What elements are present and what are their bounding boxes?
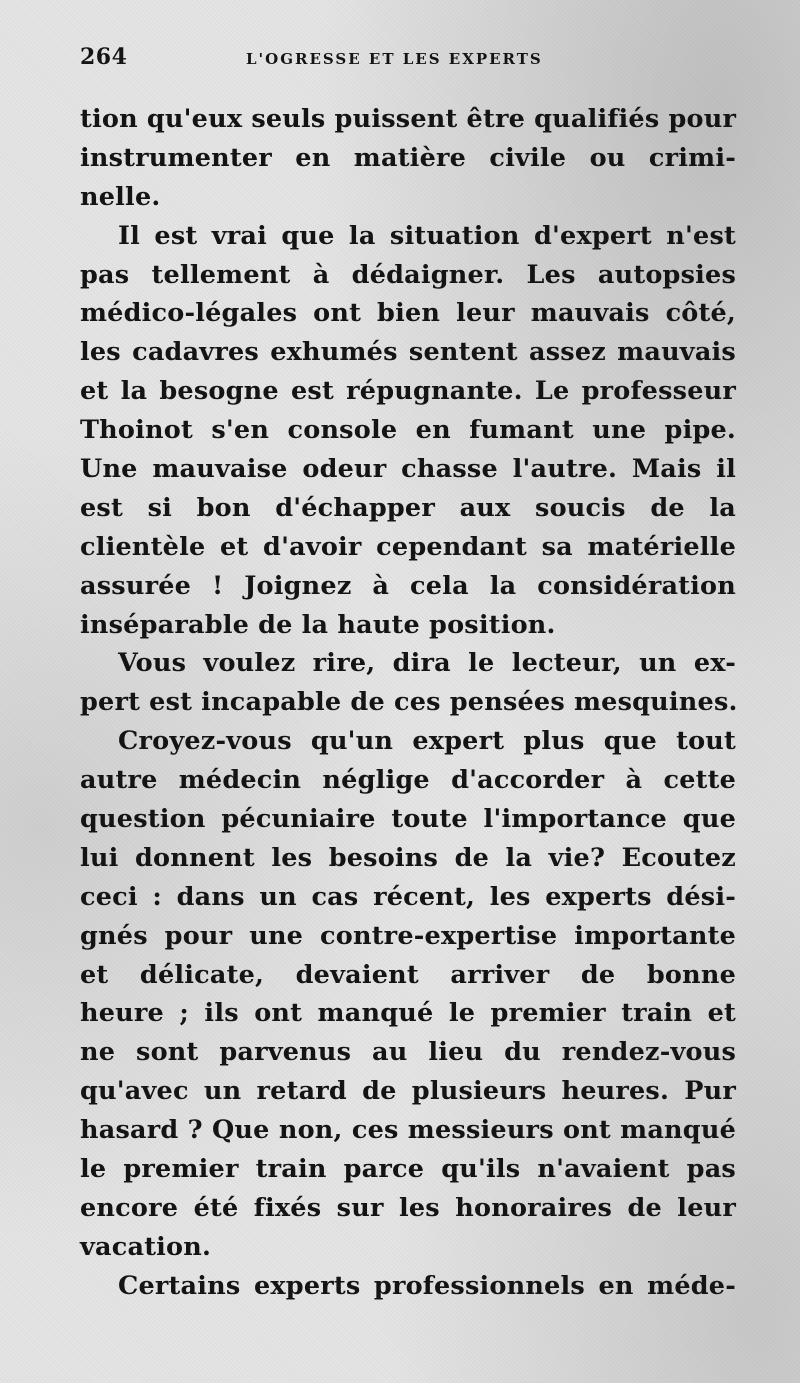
text-line: lui donnent les besoins de la vie? Ecoutez [80, 842, 736, 873]
text-line: et la besogne est répugnante. Le professeur [80, 376, 736, 407]
text-line: Croyez-vous qu'un expert plus que tout [118, 726, 736, 757]
text-line: vacation. [80, 1231, 212, 1262]
text-line: nelle. [80, 181, 161, 212]
text-line: assurée ! Joignez à cela la considération [80, 570, 736, 601]
text-line: médico-légales ont bien leur mauvais côté, [80, 298, 736, 329]
text-line: ceci : dans un cas récent, les experts dési- [80, 881, 736, 912]
running-head [80, 42, 740, 76]
text-line: Vous voulez rire, dira le lecteur, un ex- [118, 648, 736, 679]
text-line: question pécuniaire toute l'importance que [80, 804, 736, 835]
text-line: autre médecin néglige d'accorder à cette [80, 765, 736, 796]
body-text [80, 100, 736, 1306]
text-line: Il est vrai que la situation d'expert n'est [118, 220, 736, 251]
running-title: L'OGRESSE ET LES EXPERTS [246, 50, 543, 68]
text-line: hasard ? Que non, ces messieurs ont manqué [80, 1115, 736, 1146]
text-line: ne sont parvenus au lieu du rendez-vous [80, 1037, 736, 1068]
page-number: 264 [80, 44, 128, 70]
text-line: le premier train parce qu'ils n'avaient pas [80, 1154, 736, 1185]
text-line: les cadavres exhumés sentent assez mauvais [80, 337, 736, 368]
text-line: est si bon d'échapper aux soucis de la [80, 492, 736, 523]
text-line: Une mauvaise odeur chasse l'autre. Mais il [80, 454, 736, 485]
text-line: clientèle et d'avoir cependant sa matérielle [80, 531, 736, 562]
text-line: et délicate, devaient arriver de bonne [80, 959, 736, 990]
text-line: gnés pour une contre-expertise importante [80, 920, 736, 951]
text-line: Certains experts professionnels en méde- [118, 1270, 736, 1301]
text-line: heure ; ils ont manqué le premier train et [80, 998, 736, 1029]
text-line: inséparable de la haute position. [80, 609, 556, 640]
text-line: instrumenter en matière civile ou crimi- [80, 142, 736, 173]
text-line: pas tellement à dédaigner. Les autopsies [80, 259, 736, 290]
text-line: tion qu'eux seuls puissent être qualifiés pour [80, 104, 737, 134]
text-line: encore été fixés sur les honoraires de leur [80, 1192, 736, 1223]
text-line: Thoinot s'en console en fumant une pipe. [80, 415, 736, 446]
text-line: qu'avec un retard de plusieurs heures. Pur [80, 1076, 736, 1107]
text-line: pert est incapable de ces pensées mesquines. [80, 687, 738, 718]
